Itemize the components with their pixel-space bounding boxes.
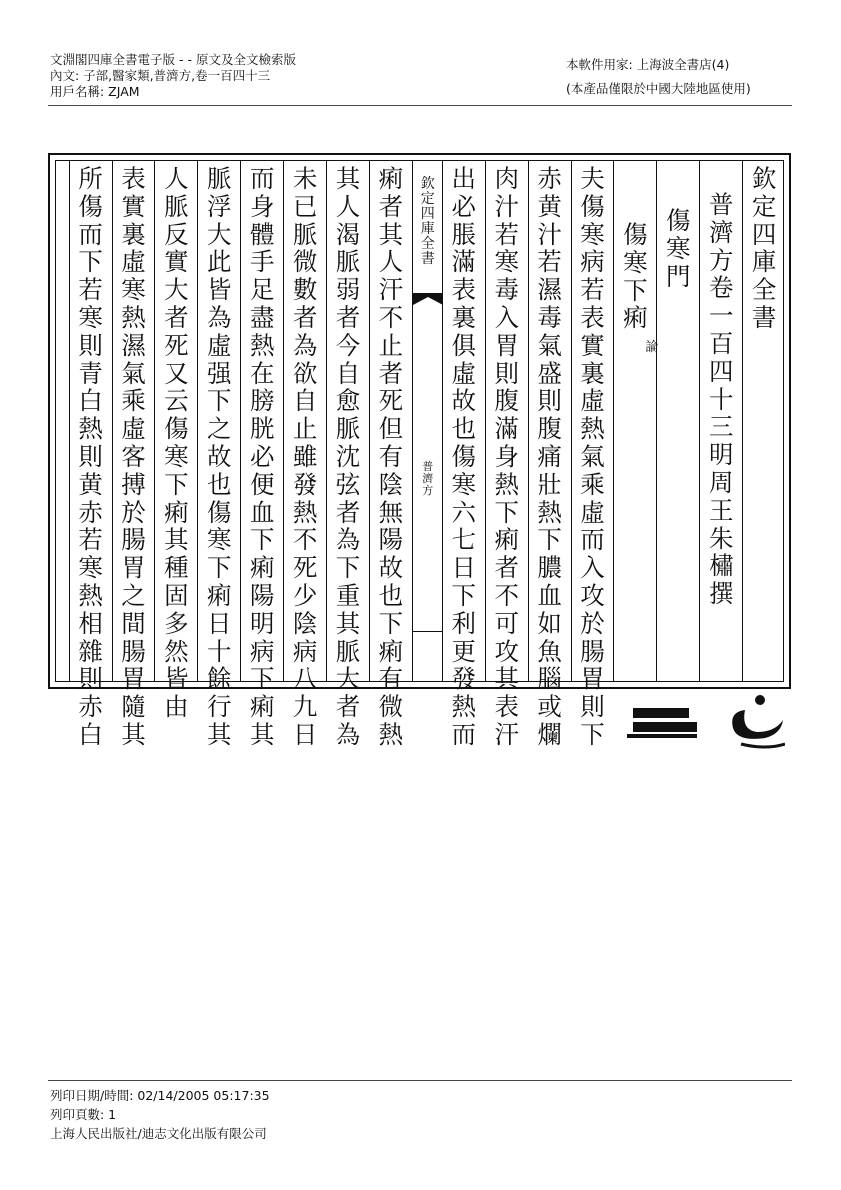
column-text: 其人渴脈弱者今自愈脈沈弦者為下重其脈大者為	[335, 164, 361, 749]
column-text: 傷寒下痢	[623, 220, 648, 333]
spine-divider	[413, 631, 443, 632]
header-left	[50, 52, 296, 100]
text-column	[571, 161, 614, 749]
text-column	[442, 161, 485, 749]
header-username: 用戶名稱: ZJAM	[50, 84, 140, 99]
column-text: 赤黄汁若濕毒氣盛則腹痛壯熱下膿血如魚腦或爛	[537, 164, 562, 749]
header-title: 文淵閣四庫全書電子版 - - 原文及全文檢索版	[50, 52, 296, 67]
publisher-logo	[625, 690, 785, 755]
text-column	[69, 161, 112, 749]
publisher: 上海人民出版社/迪志文化出版有限公司	[50, 1126, 267, 1141]
column-text: 出必脹滿表裏俱虛故也傷寒六七日下利更發熱而	[451, 164, 477, 749]
header-licensee: 本軟件用家: 上海波全書店(4)	[566, 57, 730, 72]
column-text: 所傷而下若寒則青白熱則黄赤若寒熱相雜則赤白	[78, 164, 103, 749]
column-text: 痢者其人汗不止者死但有陰無陽故也下痢有微熱	[378, 164, 404, 749]
text-column	[112, 161, 155, 749]
header-rule	[48, 105, 792, 106]
volume-title-column	[699, 161, 758, 681]
column-text: 而身體手足盡熱在膀胱必便血下痢陽明病下痢其	[249, 164, 275, 749]
page-frame	[48, 153, 791, 749]
footer	[50, 1086, 270, 1143]
column-text: 傷寒門	[666, 206, 691, 291]
column-text: 普濟方卷一百四十三 明 周王朱橚 撰	[708, 190, 758, 609]
text-column	[369, 161, 412, 749]
text-column	[528, 161, 571, 749]
section-title-column	[656, 161, 699, 681]
header-content-path: 內文: 子部,醫家類,普濟方,卷一百四十三	[50, 68, 271, 83]
text-area	[55, 160, 784, 749]
print-datetime: 列印日期/時間: 02/14/2005 05:17:35	[50, 1088, 270, 1103]
column-text: 脈浮大此皆為虛强下之故也傷寒下痢日十餘行其	[207, 164, 232, 749]
spine-title-text: 欽定四庫全書	[420, 176, 435, 267]
column-text: 夫傷寒病若表實裏虛熱氣乘虛而入攻於腸胃則下	[580, 164, 605, 749]
print-page-count: 列印頁數: 1	[50, 1107, 117, 1122]
header-right	[566, 57, 751, 97]
spine-book-name-text: 普濟方	[422, 460, 434, 497]
small-note: 論	[645, 340, 659, 355]
column-text: 肉汁若寒毒入胃則腹滿身熱下痢者不可攻其表汗	[494, 164, 519, 749]
footer-rule	[48, 1080, 792, 1081]
text-column	[283, 161, 326, 749]
column-text: 表實裏虛寒熱濕氣乘虛客搏於腸胃之間腸胃隨其	[121, 164, 146, 749]
text-column	[240, 161, 283, 749]
text-column	[197, 161, 240, 749]
text-column	[154, 161, 214, 722]
column-text: 欽定四庫全書	[751, 164, 777, 332]
text-column	[485, 161, 528, 749]
spine-book-name	[413, 461, 443, 497]
header-region-notice: (本產品僅限於中國大陸地區使用)	[566, 81, 751, 96]
column-text: 人脈反實大者死 又云傷寒下痢其種固多然皆由	[164, 164, 214, 722]
spine-title	[413, 177, 443, 267]
page-spine	[412, 161, 443, 681]
column-text: 未已脈微數者為欲自止雖發熱不死少陰病八九日	[292, 164, 318, 749]
fish-tail-mark	[413, 293, 443, 307]
text-column	[326, 161, 369, 749]
subsection-title-column	[613, 161, 659, 681]
